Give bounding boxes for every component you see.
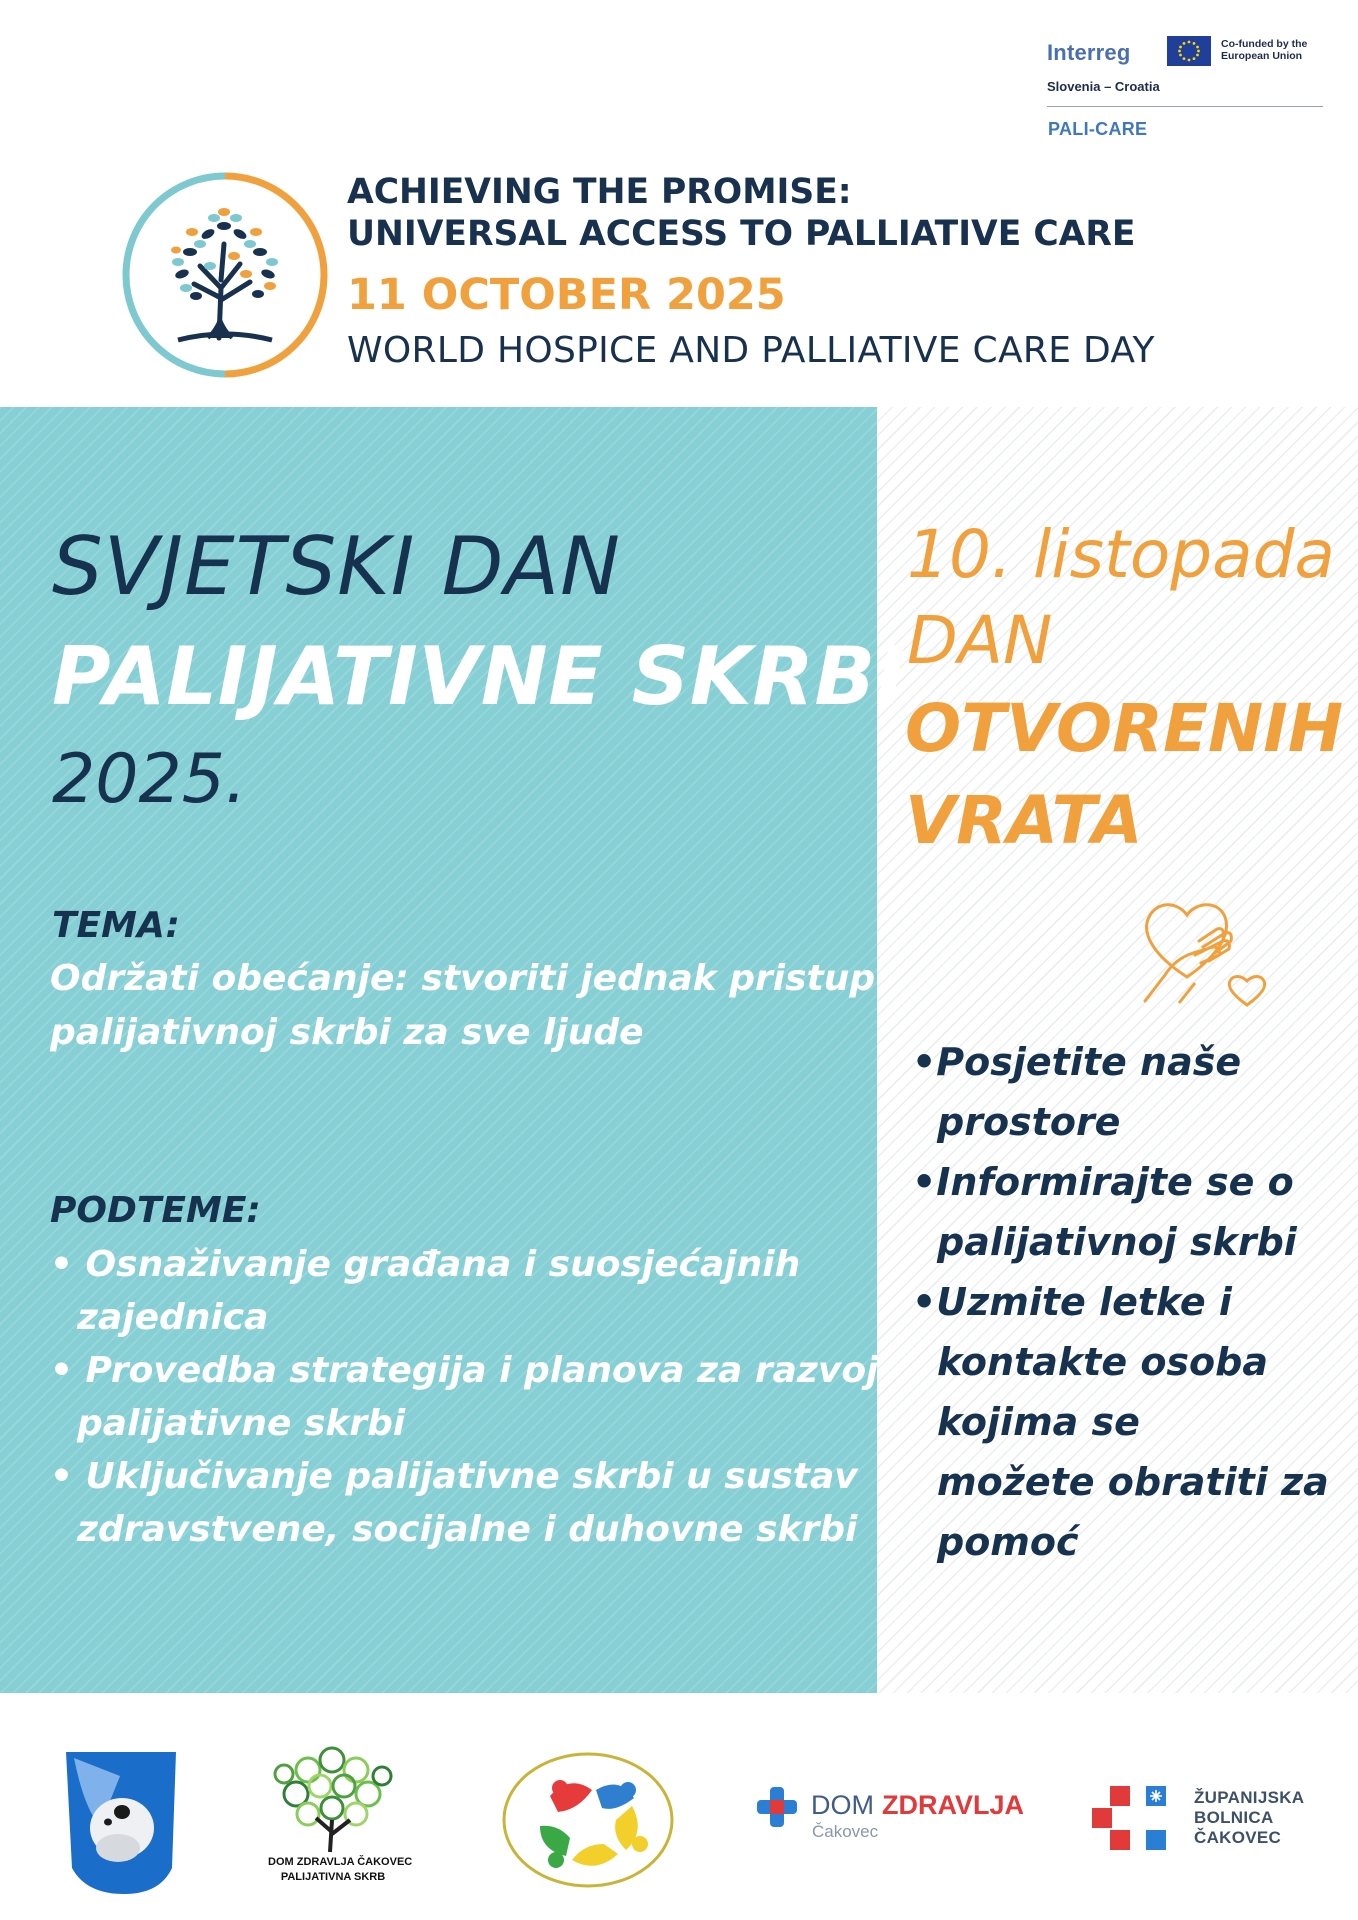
divider [1047, 106, 1323, 107]
podteme-item: • Provedba strategija i planova za razvoj [50, 1350, 879, 1391]
podteme-item: • Osnaživanje građana i suosjećajnih [50, 1244, 801, 1285]
main-title-line2: PALIJATIVNE SKRBI [52, 630, 907, 723]
tree-in-circle-icon [120, 170, 330, 380]
main-title-year: 2025. [52, 740, 247, 819]
side-bullet-cont: prostore [937, 1100, 1121, 1144]
header-date: 11 OCTOBER 2025 [347, 270, 786, 320]
program-label: Slovenia – Croatia [1047, 79, 1160, 94]
podteme-item: • Uključivanje palijativne skrbi u sustav [50, 1456, 858, 1497]
cofunded-label: Co-funded by the European Union [1221, 38, 1308, 62]
hospital-name-line2: BOLNICA [1194, 1808, 1274, 1827]
event-title-line3: VRATA [905, 782, 1143, 859]
side-bullet-cont: kojima se [937, 1400, 1140, 1444]
eu-flag-icon [1167, 36, 1211, 66]
side-bullet: •Informirajte se o [912, 1160, 1294, 1204]
interreg-logo-text: Interreg [1047, 40, 1131, 65]
event-date: 10. listopada [907, 516, 1335, 593]
header-title-line2: UNIVERSAL ACCESS TO PALLIATIVE CARE [347, 214, 1136, 254]
side-bullet-cont: pomoć [937, 1520, 1079, 1564]
nurses-association-logo-icon [500, 1750, 676, 1888]
side-bullet-cont: možete obratiti za [937, 1460, 1329, 1504]
heart-hand-icon [1135, 893, 1275, 1013]
main-title-line1: SVJETSKI DAN [52, 520, 621, 613]
side-bullet-cont: palijativnoj skrbi [937, 1220, 1297, 1264]
hospital-cross-logo-icon [1090, 1784, 1178, 1852]
dz-palliative-subname: PALIJATIVNA SKRB [280, 1871, 386, 1883]
dz-logo-word2: ZDRAVLJA [882, 1790, 1025, 1820]
event-title-line2: OTVORENIH [905, 690, 1344, 767]
dz-logo-city: Čakovec [812, 1822, 879, 1841]
podteme-item-cont: zdravstvene, socijalne i duhovne skrbi [77, 1509, 858, 1550]
podteme-label: PODTEME: [50, 1190, 261, 1231]
podteme-item-cont: zajednica [77, 1297, 269, 1338]
hands-logo-icon [60, 1748, 182, 1896]
header-title-line1: ACHIEVING THE PROMISE: [347, 172, 852, 212]
header-subtitle: WORLD HOSPICE AND PALLIATIVE CARE DAY [347, 330, 1155, 371]
dz-logo-word1: DOM [811, 1790, 874, 1820]
hospital-name-line3: ČAKOVEC [1194, 1828, 1282, 1847]
hospital-name-line1: ŽUPANIJSKA [1194, 1788, 1305, 1807]
tema-text-line2: palijativnoj skrbi za sve ljude [50, 1012, 644, 1053]
dz-palliative-name: DOM ZDRAVLJA ČAKOVEC [268, 1856, 413, 1868]
medical-cross-icon [755, 1785, 799, 1829]
project-label: PALI-CARE [1048, 119, 1148, 139]
podteme-item-cont: palijativne skrbi [77, 1403, 406, 1444]
event-title-line1: DAN [907, 602, 1053, 679]
side-bullet-cont: kontakte osoba [937, 1340, 1268, 1384]
side-bullet: •Uzmite letke i [912, 1280, 1232, 1324]
tema-text-line1: Održati obećanje: stvoriti jednak pristup [50, 958, 876, 999]
tema-label: TEMA: [52, 905, 180, 946]
side-bullet: •Posjetite naše [912, 1040, 1242, 1084]
